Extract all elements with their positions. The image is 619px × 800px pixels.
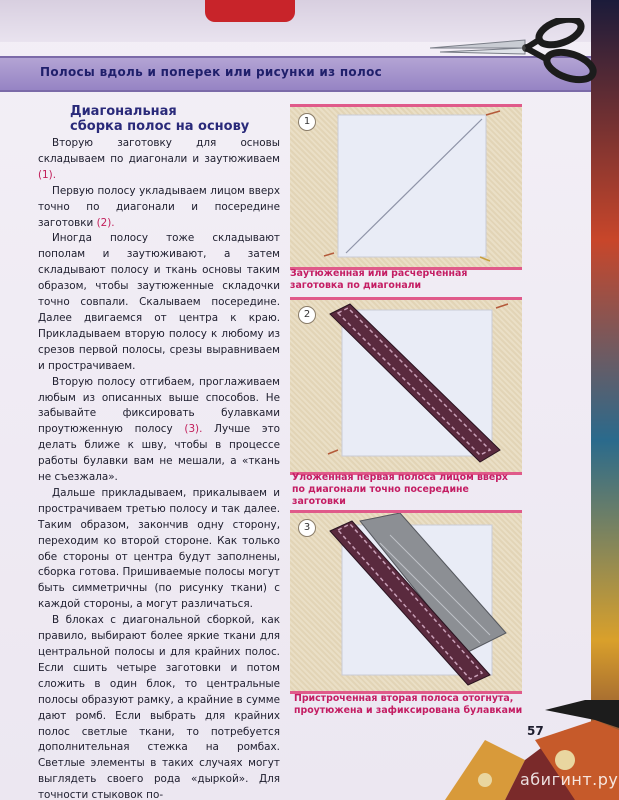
paragraph-5: Дальше прикладываем, прикалываем и прострачиваем третью полосу и так далее. Таким образом, закончив одну сторону, переходим ко второй стороне. Как только обе стороны от центра будут заполнены, сборка готова. Пришиваемые полосы могут быть симметричны (по рисунку ткани) с каждой стороны, а могут различаться. (38, 486, 280, 611)
section-title-line2: сборка полос на основу (70, 119, 250, 134)
paragraph-6: В блоках с диагональной сборкой, как правило, выбирают более яркие ткани для центральной полосы и для крайних полос. Если сшить четыре заготовки и потом сложить в один блок, то центральные полосы образуют рамку, а крайние в сумме дают ромб. Если выбрать для крайних полос светлые ткани, то потребуется дополнительная стежка на ромбах. Светлые элементы в таких случаях могут выглядеть своего рода «дыркой». Для точности стыковок по- (38, 614, 280, 800)
figure-2-photo (290, 297, 522, 475)
figure-1-caption: Заутюженная или расчерченная заготовка по диагонали (290, 268, 468, 291)
figure-1-photo (290, 104, 522, 270)
figure-3-photo (290, 510, 522, 694)
scissors-icon (430, 18, 600, 88)
figure-2-number: 2 (298, 306, 316, 324)
paragraph-3: Иногда полосу тоже складывают пополам и заутюживают, а затем складывают полосу и ткань основы таким образом, чтобы заутюженные складочки точно совпали. Скалываем посередине. Далее двигаемся от центра к краю. Прикладываем вторую полосу к любому из срезов первой полосы, срезы выравниваем и прострачиваем. (38, 232, 280, 372)
paragraph-4 (38, 375, 280, 486)
paragraph-1-text: Вторую заготовку для основы складываем по диагонали и заутюживаем (38, 137, 280, 165)
figure-ref-3: (3). (184, 423, 203, 436)
paragraph-2 (38, 184, 280, 232)
top-bookmark-tab (205, 0, 295, 22)
section-title-line1: Диагональная (70, 104, 177, 119)
second-strip-illustration (290, 513, 522, 691)
figure-ref-2: (2). (96, 216, 115, 229)
paragraph-1 (38, 136, 280, 184)
paragraph-2-text: Первую полосу укладываем лицом вверх точно по диагонали и посередине заготовки (38, 184, 280, 229)
section-title (70, 104, 280, 134)
figure-3-number: 3 (298, 519, 316, 537)
paragraph-4b-text: Лучше это делать ближе к шву, чтобы в процессе работы булавки вам не мешали, а «ткань не съезжала». (38, 423, 280, 484)
page-number: 57 (527, 724, 544, 738)
watermark: абигинт.ру (520, 770, 619, 789)
chapter-title: Полосы вдоль и поперек или рисунки из полос (40, 65, 383, 79)
figure-1-number: 1 (298, 113, 316, 131)
figure-3-caption: Пристроченная вторая полоса отогнута, проутюжена и зафиксирована булавками (294, 693, 523, 716)
figure-2-caption: Уложенная первая полоса лицом вверх по диагонали точно посередине заготовки (292, 472, 508, 507)
folded-square-illustration (290, 107, 522, 267)
figure-ref-1: (1). (38, 168, 57, 181)
body-text (38, 136, 280, 800)
page-edge-decoration (591, 0, 619, 800)
paragraph-4a-text: Вторую полосу отгибаем, проглаживаем любым из описанных выше способов. Не забывайте фиксировать булавками проутюженную полосу (38, 375, 280, 436)
first-strip-illustration (290, 300, 522, 472)
